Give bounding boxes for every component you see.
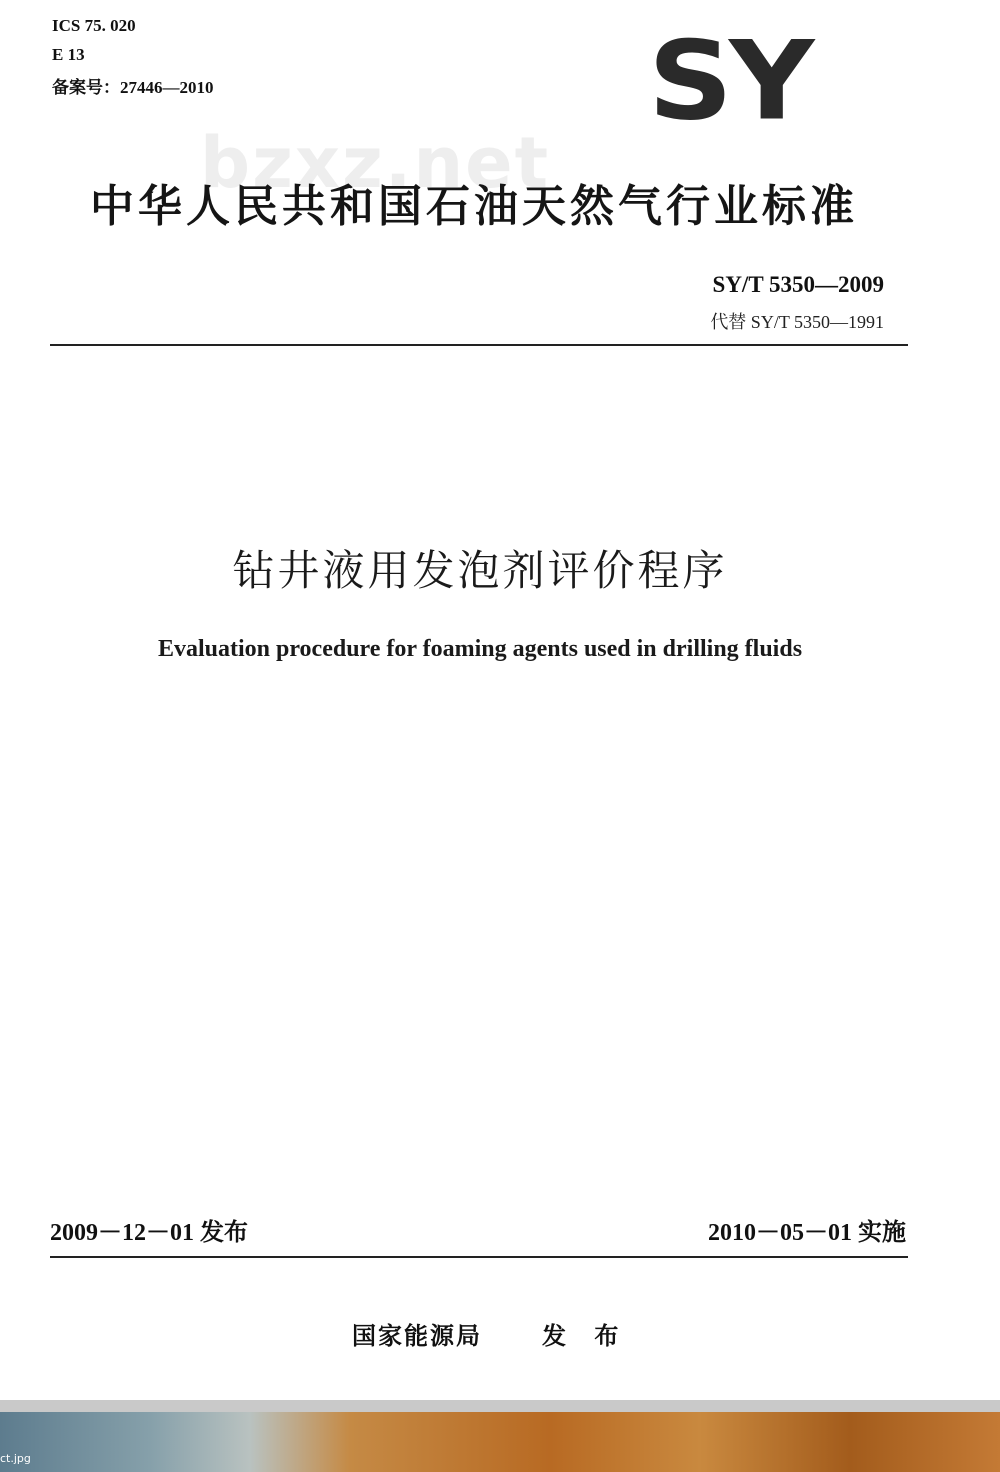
viewer-scrollbar[interactable]	[0, 1400, 1000, 1412]
standard-number: SY/T 5350—2009	[712, 272, 884, 297]
next-image-thumbnail[interactable]	[0, 1412, 1000, 1472]
filing-number: 备案号：27446—2010	[52, 78, 214, 97]
watermark: bzxz.net	[200, 122, 551, 204]
top-divider	[50, 344, 908, 346]
org-title: 中华人民共和国石油天然气行业标准	[90, 181, 858, 232]
title-english: Evaluation procedure for foaming agents used in drilling fluids	[157, 636, 803, 662]
file-name-label: ct.jpg	[0, 1452, 31, 1465]
ics-code: ICS 75. 020	[52, 16, 136, 35]
publisher-name: 国家能源局	[352, 1322, 482, 1350]
effective-date: 2010－05－01 实施	[708, 1220, 906, 1246]
replaces-standard: 代替 SY/T 5350—1991	[710, 312, 884, 332]
title-chinese: 钻井液用发泡剂评价程序	[232, 546, 728, 595]
ccs-code: E 13	[52, 45, 85, 64]
bottom-divider	[50, 1256, 908, 1258]
sy-logo: SY	[648, 17, 811, 145]
issue-date: 2009－12－01 发布	[50, 1220, 248, 1246]
publish-label: 发 布	[542, 1322, 629, 1350]
